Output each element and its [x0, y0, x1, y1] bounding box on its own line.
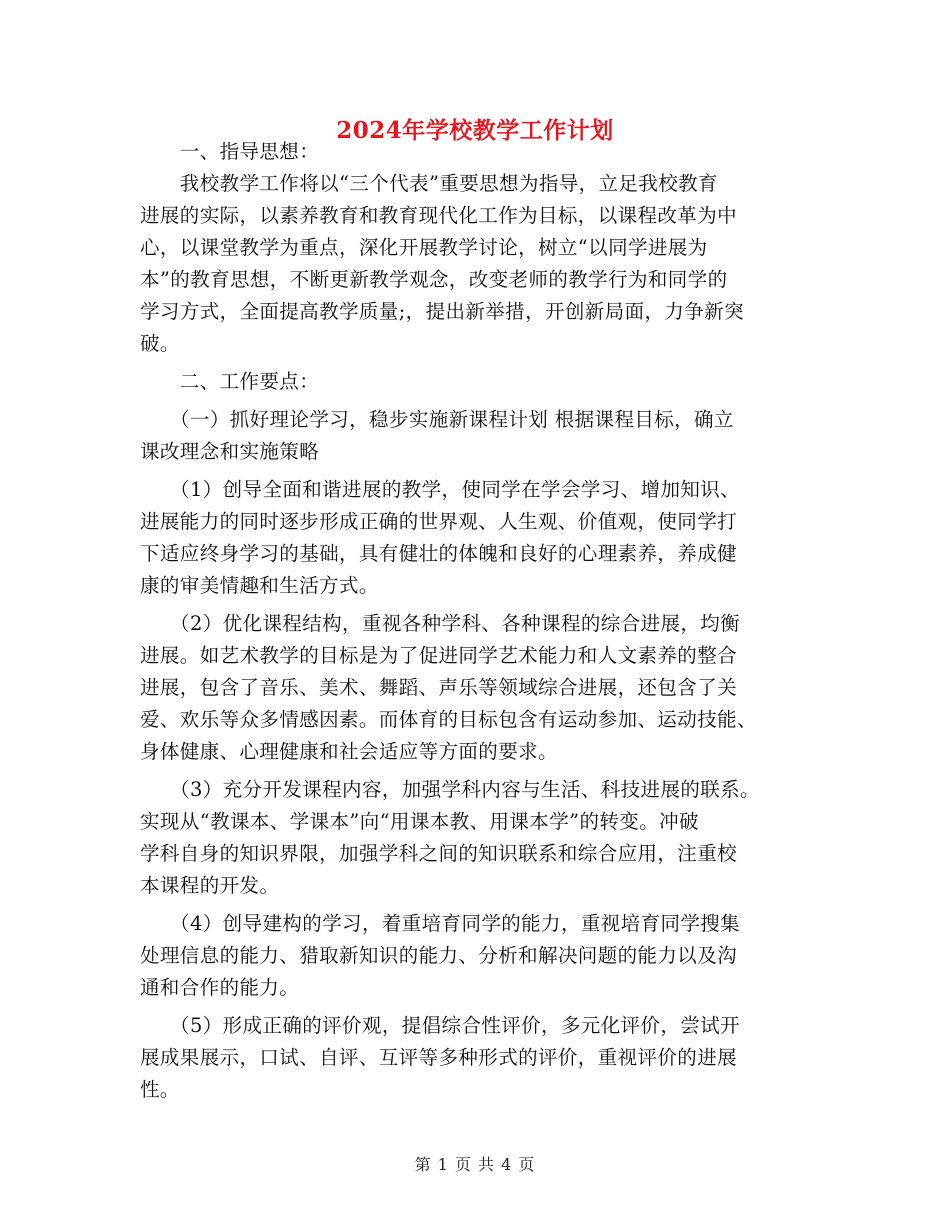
body-line: 学习方式，全面提高教学质量;，提出新举措，开创新局面，力争新突 [140, 300, 744, 323]
body-line: 我校教学工作将以“三个代表”重要思想为指导，立足我校教育 [140, 172, 718, 195]
body-line: 康的审美情趣和生活方式。 [140, 574, 379, 597]
body-line: 实现从“教课本、学课本”向“用课本教、用课本学”的转变。冲破 [140, 810, 699, 833]
body-line: 本”的教育思想，不断更新教学观念，改变老师的教学行为和同学的 [140, 268, 728, 291]
page-footer: 第 1 页 共 4 页 [414, 1155, 536, 1174]
body-line: 性。 [140, 1078, 180, 1101]
body-line: 处理信息的能力、猎取新知识的能力、分析和解决问题的能力以及沟 [140, 944, 738, 967]
body-line: 一、指导思想： [140, 140, 320, 163]
body-line: 下适应终身学习的基础，具有健壮的体魄和良好的心理素养，养成健 [140, 542, 738, 565]
body-line: （2）优化课程结构，重视各种学科、各种课程的综合进展，均衡 [140, 612, 741, 635]
body-line: 进展。如艺术教学的目标是为了促进同学艺术能力和人文素养的整合 [140, 644, 738, 667]
body-line: 身体健康、心理健康和社会适应等方面的要求。 [140, 740, 558, 763]
body-line: 破。 [140, 332, 180, 355]
body-line: 学科自身的知识界限，加强学科之间的知识联系和综合应用，注重校 [140, 842, 738, 865]
body-line: 进展的实际，以素养教育和教育现代化工作为目标，以课程改革为中 [140, 204, 738, 227]
body-line: （3）充分开发课程内容，加强学科内容与生活、科技进展的联系。 [140, 778, 760, 801]
document-title: 2024年学校教学工作计划 [336, 117, 614, 144]
body-line: （1）创导全面和谐进展的教学，使同学在学会学习、增加知识、 [140, 478, 741, 501]
body-line: （一）抓好理论学习，稳步实施新课程计划 根据课程目标，确立 [140, 408, 734, 431]
body-line: 爱、欢乐等众多情感因素。而体育的目标包含有运动参加、运动技能、 [140, 708, 757, 731]
body-line: （5）形成正确的评价观，提倡综合性评价，多元化评价，尝试开 [140, 1014, 741, 1037]
body-line: 课改理念和实施策略 [140, 440, 320, 463]
document-body [140, 136, 825, 1106]
body-line: 二、工作要点： [140, 370, 320, 393]
body-line: 通和合作的能力。 [140, 976, 300, 999]
body-line: 本课程的开发。 [140, 874, 280, 897]
body-line: 心，以课堂教学为重点，深化开展教学讨论，树立“以同学进展为 [140, 236, 708, 259]
body-line: 进展能力的同时逐步形成正确的世界观、人生观、价值观，使同学打 [140, 510, 738, 533]
body-line: 展成果展示，口试、自评、互评等多种形式的评价，重视评价的进展 [140, 1046, 738, 1069]
body-line: 进展，包含了音乐、美术、舞蹈、声乐等领域综合进展，还包含了关 [140, 676, 738, 699]
body-line: （4）创导建构的学习，着重培育同学的能力，重视培育同学搜集 [140, 912, 741, 935]
